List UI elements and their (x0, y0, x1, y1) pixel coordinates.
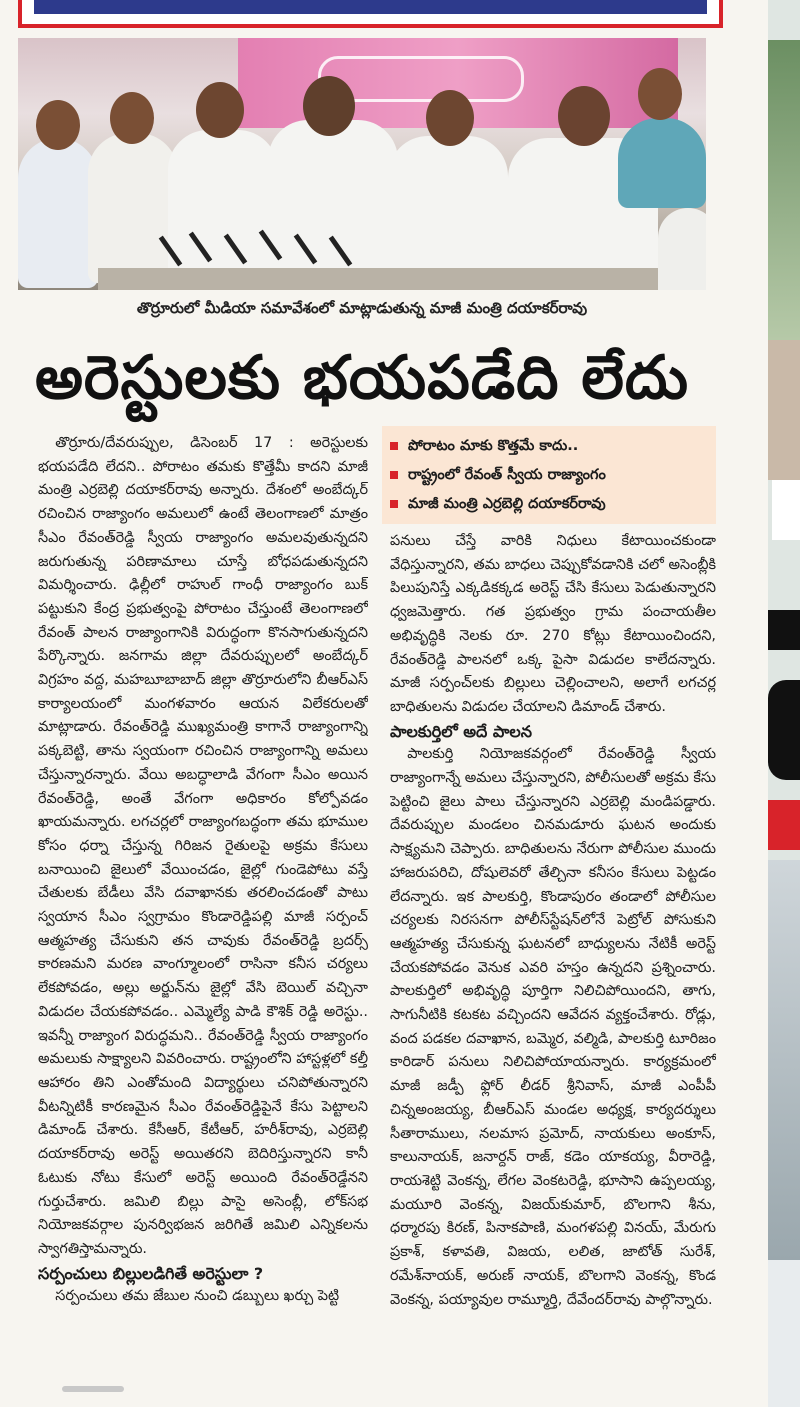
highlight-item (390, 432, 708, 461)
adjacent-photo-trees (768, 40, 800, 340)
photo-person (658, 208, 706, 290)
adjacent-headline-fragment (772, 480, 800, 540)
photo-person (388, 136, 508, 286)
article-column-right (390, 530, 716, 1376)
adjacent-red-label (768, 800, 800, 850)
adjacent-page-margin (768, 1260, 800, 1407)
photo-speaker-head (303, 76, 355, 136)
article-paragraph: పనులు చేస్తే వారికి నిధులు కేటాయించకుండా వేధిస్తున్నారని, తమ బాధలు చెప్పుకోవడానికి చలో అసెంబ్లీకి పిలుపునిస్తే ఎక్కడికక్కడ అరెస్ట్ చేసి కేసులు పెడుతున్నారని ధ్వజమెత్తారు. గత ప్రభుత్వం గ్రామ పంచాయతీల అభివృద్ధికి నెలకు రూ. 270 కోట్లు కేటాయించిందని, రేవంత్‌రెడ్డి పాలనలో ఒక్క పైసా విడుదల కాలేదన్నారు. మాజీ సర్పంచ్‌లకు బిల్లులు చెల్లించాలని, అలాగే లగచర్ల బాధితులను విడుదల చేయాలని డిమాండ్ చేశారు. (390, 533, 716, 715)
highlights-box (382, 426, 716, 524)
article-subheading: సర్పంచులు బిల్లులడిగితే అరెస్టులా ? (38, 1263, 264, 1283)
highlight-text: మాజీ మంత్రి ఎర్రబెల్లి దయాకర్‌రావు (408, 496, 606, 512)
article-paragraph: పాలకుర్తి నియోజకవర్గంలో రేవంత్‌రెడ్డి స్వీయ రాజ్యాంగాన్నే అమలు చేస్తున్నారని, పోలీసులతో అక్రమ కేసు పెట్టించి జైలు పాలు చేస్తున్నారని ఎర్రబెల్లి మండిపడ్డారు. దేవరుప్పుల మండలం చినమడూరు ఘటన అందుకు సాక్ష్యమని చెప్పారు. బాధితులను నేరుగా పోలీసుల ముందు హాజరుపరిచి, దోషులెవరో తేల్చినా కనీసం కేసులు పెట్టడం లేదన్నారు. ఇక పాలకుర్తి, కొండాపురం తండాలో పోలీసుల చర్యలకు నిరసనగా పోలీస్‌స్టేషన్‌లోనే పెట్రోల్ పోసుకుని ఆత్మహత్య చేసుకున్న ఘటనలో బాధ్యులను నేటికీ అరెస్ట్ చేయకపోవడం వెనుక ఎవరి హస్తం ఉన్నదని ప్రశ్నించారు. పాలకుర్తిలో అభివృద్ధి పూర్తిగా నిలిచిపోయిందని, తాగు, సాగునీటికి కటకట వచ్చిందని ఆవేదన వ్యక్తంచేశారు. రోడ్లు, వంద పడకల దవాఖాన, బమ్మెర, వల్మిడి, పాలకుర్తి టూరిజం కారిడార్ పనులు నిలిచిపోయాయన్నారు. కార్యక్రమంలో మాజీ జడ్పీ ఫ్లోర్ లీడర్ శ్రీనివాస్, మాజీ ఎంపీపీ చిన్నఅంజయ్య, బీఆర్‌ఎస్ మండల అధ్యక్ష, కార్యదర్శులు సీతారాములు, నలమాస ప్రమోద్, నాయకులు అంకూస్, కాలునాయక్, జనార్దన్ రాజ్, కడెం యాకయ్య, వీరారెడ్డి, రాయశెట్టి వెంకన్న, లేగల వెంకటరెడ్డి, భూసాని ఉప్పలయ్య, మయూరి వెంకన్న, విజయ్‌కుమార్, బొలగాని శీను, ధర్మారపు కిరణ్, పినాకపాణి, మంగళపల్లి వినయ్, మేరుగు ప్రకాశ్, కళావతి, విజయ, లలిత, జాటోత్ సురేశ్, రమేశ్‌నాయక్, అరుణ్ నాయక్, బొలగాని వెంకన్న, కొండ వెంకన్న, పయ్యావుల రామ్మూర్తి, దేవేందర్‌రావు పాల్గొన్నారు. (390, 746, 716, 1308)
photo-person (168, 130, 278, 280)
photo-person-head (426, 90, 474, 146)
highlight-item (390, 490, 708, 519)
highlight-item (390, 461, 708, 490)
photo-person (88, 133, 178, 283)
article-paragraph: తొర్రూరు/దేవరుప్పుల, డిసెంబర్ 17 : అరెస్టులకు భయపడేది లేదని.. పోరాటం తమకు కొత్తేమీ కాదని మాజీ మంత్రి ఎర్రబెల్లి దయాకర్‌రావు అన్నారు. దేశంలో అంబేద్కర్ రచించిన రాజ్యాంగం అమలులో ఉంటే తెలంగాణలో మాత్రం సీఎం రేవంత్‌రెడ్డి స్వీయ రాజ్యాంగం అమలవుతున్నదని జరుగుతున్న పరిణామాలు చూస్తే బోధపడుతున్నదని విమర్శించారు. ఢిల్లీలో రాహుల్ గాంధీ రాజ్యాంగం బుక్ పట్టుకుని కేంద్ర ప్రభుత్వంపై పోరాటం చేస్తుంటే తెలంగాణలో రేవంత్ పాలన రాజ్యాంగానికి విరుద్ధంగా కొనసాగుతున్నదని పేర్కొన్నారు. జనగామ జిల్లా దేవరుప్పులలో అంబేద్కర్ విగ్రహం వద్ద, మహబూబాబాద్ జిల్లా తొర్రూరులోని బీఆర్‌ఎస్ కార్యాలయంలో మంగళవారం ఆయన విలేకరులతో మాట్లాడారు. రేవంత్‌రెడ్డి ముఖ్యమంత్రి కాగానే రాజ్యాంగాన్ని పక్కబెట్టి, తాను స్వయంగా రచించిన రాజ్యాంగాన్ని అమలు చేస్తున్నారన్నారు. వేయి అబద్ధాలాడి వేగంగా సీఎం అయిన రేవంత్‌రెడ్డి, అంతే వేగంగా అధికారం కోల్పోవడం ఖాయమన్నారు. లగచర్లలో రాజ్యాంగబద్ధంగా తమ భూముల కోసం ధర్నా చేస్తున్న గిరిజన రైతులపై అక్రమ కేసులు బనాయించి జైలులో వేయించడం, జైల్లో గుండెపోటు వస్తే చేతులకు బేడీలు వేసి దవాఖానకు తరలించడంతో పాటు స్వయాన సీఎం స్వగ్రామం కొండారెడ్డిపల్లి మాజీ సర్పంచ్ ఆత్మహత్య చేసుకుని తన చావుకు రేవంత్‌రెడ్డి బ్రదర్స్ కారణమని మరణ వాంగ్మూలంలో రాసినా కనీస చర్యలు లేకపోవడం, అల్లు అర్జున్‌ను జైల్లో వేసి బెయిల్ వచ్చినా విడుదల చేయకపోవడం.. ఎమ్మెల్యే పాడి కౌశిక్ రెడ్డి అరెస్టు.. ఇవన్నీ రాజ్యాంగ విరుద్ధమని.. రేవంత్‌రెడ్డి స్వీయ రాజ్యాంగం అమలుకు సాక్ష్యాలని వివరించారు. రాష్ట్రంలోని హాస్టళ్లలో కల్తీ ఆహారం తిని ఎంతోమంది విద్యార్థులు చనిపోతున్నారని వీటన్నిటికీ కారణమైన సీఎం రేవంత్‌రెడ్డిపైనే కేసు పెట్టాలని డిమాండ్ చేశారు. కేసీఆర్, కేటీఆర్, హరీశ్‌రావు, ఎర్రబెల్లి దయాకర్‌రావు అరెస్ట్ అయితరని బెదిరిస్తున్నారని కానీ ఓటుకు నోటు కేసులో అరెస్ట్ అయింది రేవంత్‌రెడ్డేనని గుర్తుచేశారు. జమిలి బిల్లు పాసై అసెంబ్లీ, లోక్‌సభ నియోజకవర్గాల పునర్విభజన జరిగితే జమిలి ఎన్నికలను స్వాగతిస్తామన్నారు. (38, 435, 368, 1257)
photo-person-head (110, 92, 154, 144)
adjacent-photo-people (768, 340, 800, 480)
adjacent-page-strip (768, 0, 800, 1407)
adjacent-photo-street (768, 860, 800, 1260)
adjacent-headline-fragment-2 (768, 610, 800, 650)
press-meet-photo (18, 38, 706, 290)
highlight-text: రాష్ట్రంలో రేవంత్ స్వీయ రాజ్యాంగం (408, 467, 606, 483)
photo-person-head (558, 86, 610, 146)
top-banner (18, 0, 723, 28)
photo-person-head (638, 68, 682, 120)
photo-person (618, 118, 706, 208)
photo-person-head (36, 100, 80, 150)
photo-person-head (196, 82, 244, 138)
photo-caption: తొర్రూరులో మీడియా సమావేశంలో మాట్లాడుతున్న మాజీ మంత్రి దయాకర్‌రావు (136, 299, 588, 317)
article-column-left (38, 432, 368, 1346)
article-paragraph: సర్పంచులు తమ జేబుల నుంచి డబ్బులు ఖర్చు పెట్టి (55, 1288, 340, 1305)
article-headline: అరెస్టులకు భయపడేది లేదు (34, 343, 690, 413)
photo-press-table (98, 268, 658, 290)
adjacent-headline-fragment-3 (768, 680, 800, 780)
page-footer-bar (62, 1386, 124, 1392)
red-square-bullet-icon (390, 471, 398, 479)
red-square-bullet-icon (390, 442, 398, 450)
article-subheading: పాలకుర్తిలో అదే పాలన (390, 721, 532, 741)
photo-speaker (268, 120, 398, 280)
photo-person (18, 138, 98, 288)
top-banner-fill (34, 0, 707, 14)
red-square-bullet-icon (390, 500, 398, 508)
highlight-text: పోరాటం మాకు కొత్తమే కాదు.. (408, 438, 579, 454)
